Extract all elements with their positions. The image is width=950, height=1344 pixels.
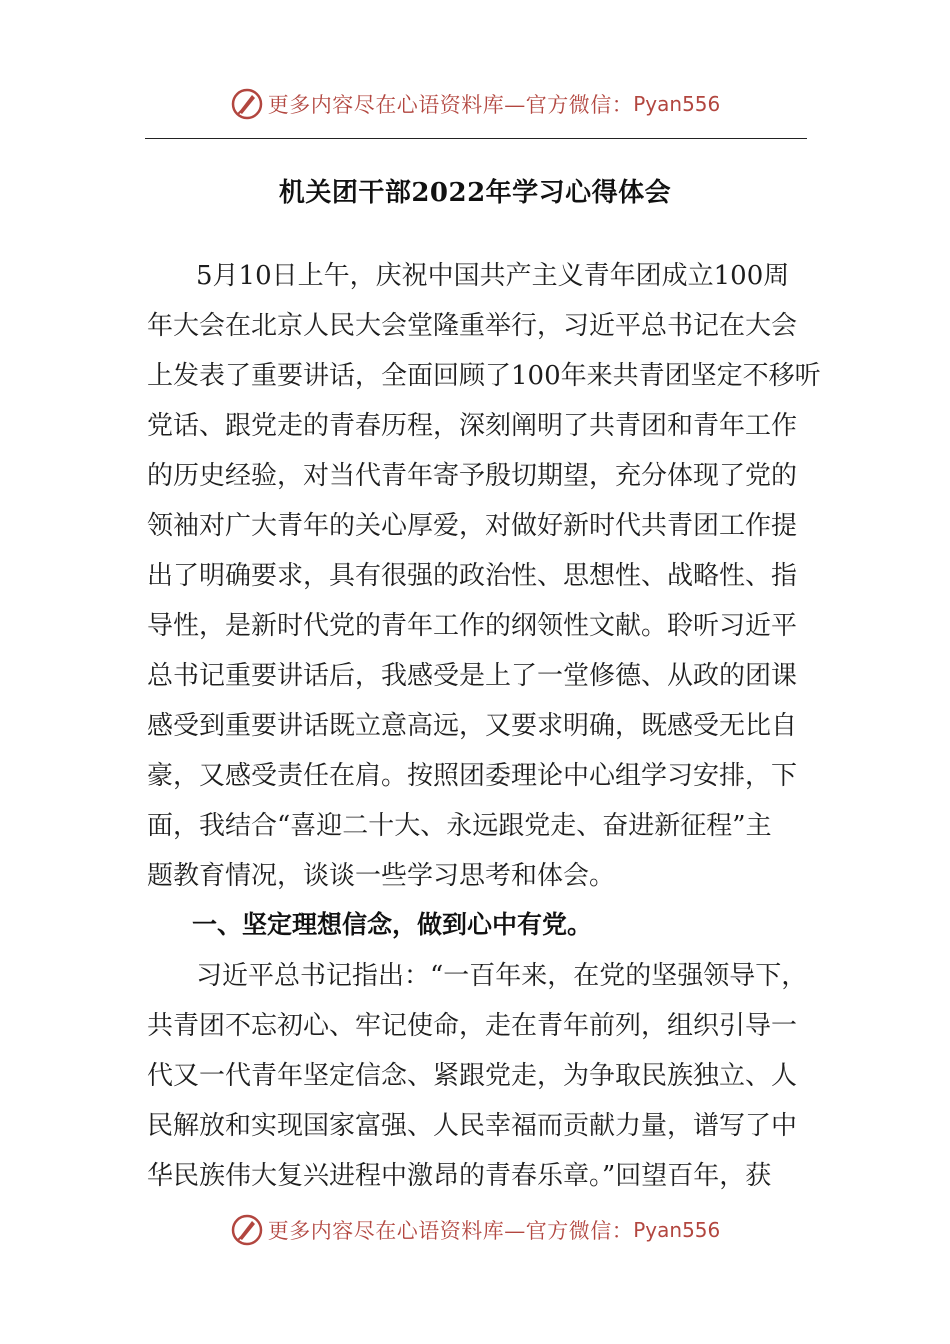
body-line: 5月10日上午，庆祝中国共产主义青年团成立100周 xyxy=(196,261,790,291)
body-line: 豪，又感受责任在肩。按照团委理论中心组学习安排，下 xyxy=(147,761,798,791)
body-line: 习近平总书记指出：“一百年来，在党的坚强领导下， xyxy=(196,961,808,991)
body-line: 出了明确要求，具有很强的政治性、思想性、战略性、指 xyxy=(147,561,798,591)
watermark-wechat-id: Pyan556 xyxy=(633,1218,721,1242)
body-line: 总书记重要讲话后，我感受是上了一堂修德、从政的团课 xyxy=(147,661,798,691)
body-line: 代又一代青年坚定信念、紧跟党走，为争取民族独立、人 xyxy=(147,1061,798,1091)
body-line: 上发表了重要讲话，全面回顾了100年来共青团坚定不移听 xyxy=(147,361,821,391)
body-line: 党话、跟党走的青春历程，深刻阐明了共青团和青年工作 xyxy=(147,411,798,441)
body-line: 导性，是新时代党的青年工作的纲领性文献。聆听习近平 xyxy=(147,611,798,641)
body-line: 题教育情况，谈谈一些学习思考和体会。 xyxy=(147,861,616,891)
body-line: 年大会在北京人民大会堂隆重举行，习近平总书记在大会 xyxy=(147,311,798,341)
body-line: 领袖对广大青年的关心厚爱，对做好新时代共青团工作提 xyxy=(147,511,798,541)
header-watermark xyxy=(0,84,950,124)
watermark-text: 更多内容尽在心语资料库—官方微信： xyxy=(267,93,634,117)
body-line: 面，我结合“喜迎二十大、永远跟党走、奋进新征程”主 xyxy=(147,811,772,841)
footer-watermark xyxy=(0,1210,950,1250)
watermark-text: 更多内容尽在心语资料库—官方微信： xyxy=(267,1219,634,1243)
section-heading: 一、坚定理想信念，做到心中有党。 xyxy=(192,910,593,939)
watermark-wechat-id: Pyan556 xyxy=(633,92,721,116)
document-title: 机关团干部2022年学习心得体会 xyxy=(278,178,672,208)
quill-logo-icon xyxy=(230,1213,264,1247)
body-line: 的历史经验，对当代青年寄予殷切期望，充分体现了党的 xyxy=(147,461,798,491)
quill-logo-icon xyxy=(230,87,264,121)
body-line: 民解放和实现国家富强、人民幸福而贡献力量，谱写了中 xyxy=(147,1111,798,1141)
body-line: 华民族伟大复兴进程中激昂的青春乐章。”回望百年，获 xyxy=(147,1161,772,1191)
body-line: 感受到重要讲话既立意高远，又要求明确，既感受无比自 xyxy=(147,711,798,741)
header-divider xyxy=(145,138,807,139)
body-line: 共青团不忘初心、牢记使命，走在青年前列，组织引导一 xyxy=(147,1011,798,1041)
